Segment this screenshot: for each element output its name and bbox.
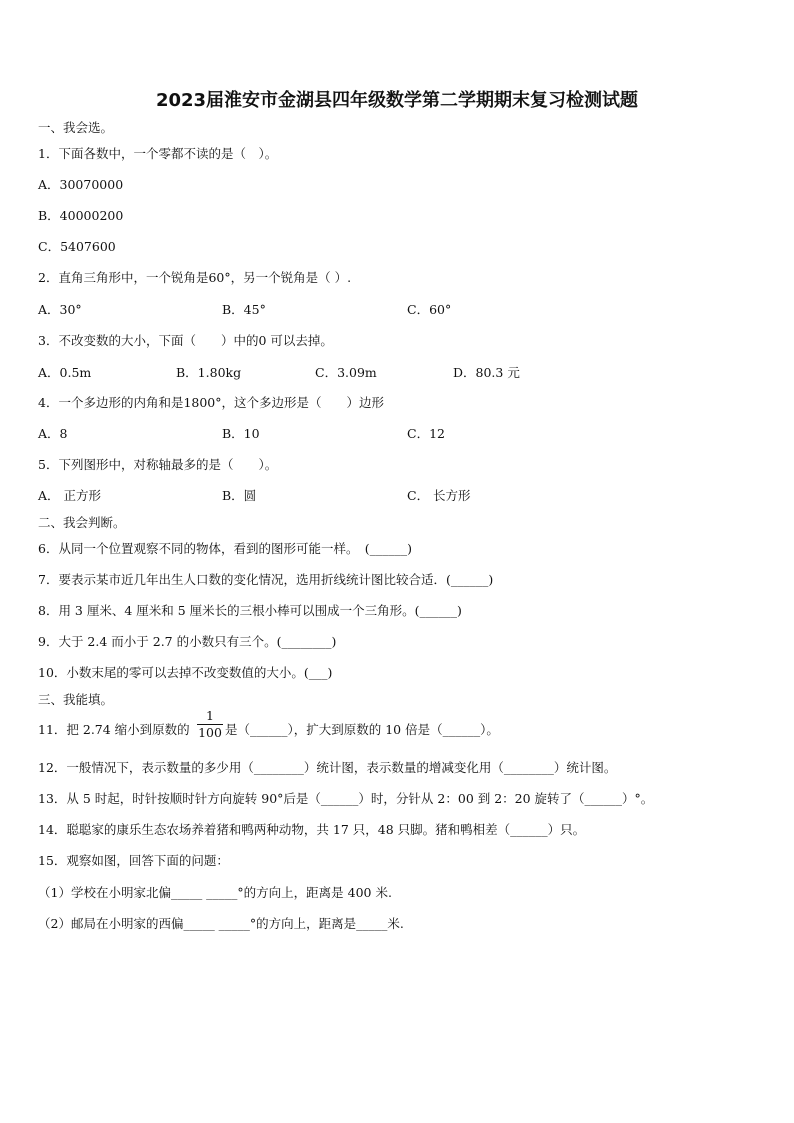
section-heading-2: 二、我会判断。 bbox=[38, 515, 126, 530]
section-heading-3: 三、我能填。 bbox=[38, 692, 114, 707]
question-6: 6．从同一个位置观察不同的物体，看到的图形可能一样。 (______) bbox=[38, 541, 412, 556]
question-1-option-a: A．30070000 bbox=[38, 177, 124, 192]
question-5-option-a: A． 正方形 bbox=[38, 488, 102, 503]
question-11-fraction bbox=[197, 709, 223, 740]
section-heading-1: 一、我会选。 bbox=[38, 120, 114, 135]
question-4-option-a: A．8 bbox=[38, 426, 68, 441]
question-11-suffix: 是（______），扩大到原数的 10 倍是（______）。 bbox=[225, 722, 499, 737]
question-5-option-c: C． 长方形 bbox=[407, 488, 471, 503]
question-11-prefix: 11．把 2.74 缩小到原数的 bbox=[38, 722, 190, 737]
question-3-option-b: B．1.80kg bbox=[176, 365, 242, 380]
question-1-stem: 1．下面各数中，一个零都不读的是（ ）。 bbox=[38, 146, 278, 161]
page-title: 2023届淮安市金湖县四年级数学第二学期期末复习检测试题 bbox=[155, 90, 639, 111]
question-7: 7．要表示某市近几年出生人口数的变化情况，选用折线统计图比较合适．(______) bbox=[38, 572, 494, 587]
question-12: 12．一般情况下，表示数量的多少用（________）统计图，表示数量的增减变化用（________）统计图。 bbox=[38, 760, 617, 775]
question-5-option-b: B．圆 bbox=[222, 488, 257, 503]
fraction-numerator: 1 bbox=[206, 708, 214, 723]
question-15-part-1: （1）学校在小明家北偏_____ _____°的方向上，距离是 400 米. bbox=[38, 885, 392, 900]
question-2-option-b: B．45° bbox=[222, 302, 266, 317]
question-2-option-c: C．60° bbox=[407, 302, 452, 317]
fraction-denominator: 100 bbox=[198, 725, 222, 740]
question-1-option-c: C．5407600 bbox=[38, 239, 116, 254]
question-4-stem: 4．一个多边形的内角和是1800°，这个多边形是（ ）边形 bbox=[38, 395, 385, 410]
question-1-option-b: B．40000200 bbox=[38, 208, 124, 223]
question-2-option-a: A．30° bbox=[38, 302, 82, 317]
question-4-option-b: B．10 bbox=[222, 426, 260, 441]
question-3-option-d: D．80.3 元 bbox=[453, 365, 520, 380]
question-4-option-c: C．12 bbox=[407, 426, 445, 441]
question-3-option-a: A．0.5m bbox=[38, 365, 92, 380]
question-9: 9．大于 2.4 而小于 2.7 的小数只有三个。(________) bbox=[38, 634, 337, 649]
question-3-stem: 3．不改变数的大小，下面（ ）中的0 可以去掉。 bbox=[38, 333, 333, 348]
question-2-stem: 2．直角三角形中，一个锐角是60°，另一个锐角是（ ）. bbox=[38, 270, 352, 285]
question-15-part-2: （2）邮局在小明家的西偏_____ _____°的方向上，距离是_____米. bbox=[38, 916, 404, 931]
question-14: 14．聪聪家的康乐生态农场养着猪和鸭两种动物，共 17 只，48 只脚。猪和鸭相差（______）只。 bbox=[38, 822, 586, 837]
question-10: 10．小数末尾的零可以去掉不改变数值的大小。(___) bbox=[38, 665, 333, 680]
question-5-stem: 5．下列图形中，对称轴最多的是（ ）。 bbox=[38, 457, 278, 472]
question-3-option-c: C．3.09m bbox=[315, 365, 377, 380]
question-15-stem: 15．观察如图，回答下面的问题： bbox=[38, 853, 229, 868]
question-8: 8．用 3 厘米、4 厘米和 5 厘米长的三根小棒可以围成一个三角形。(______) bbox=[38, 603, 462, 618]
question-13: 13．从 5 时起，时针按顺时针方向旋转 90°后是（______）时，分针从 2：00 到 2：20 旋转了（______）°。 bbox=[38, 791, 654, 806]
